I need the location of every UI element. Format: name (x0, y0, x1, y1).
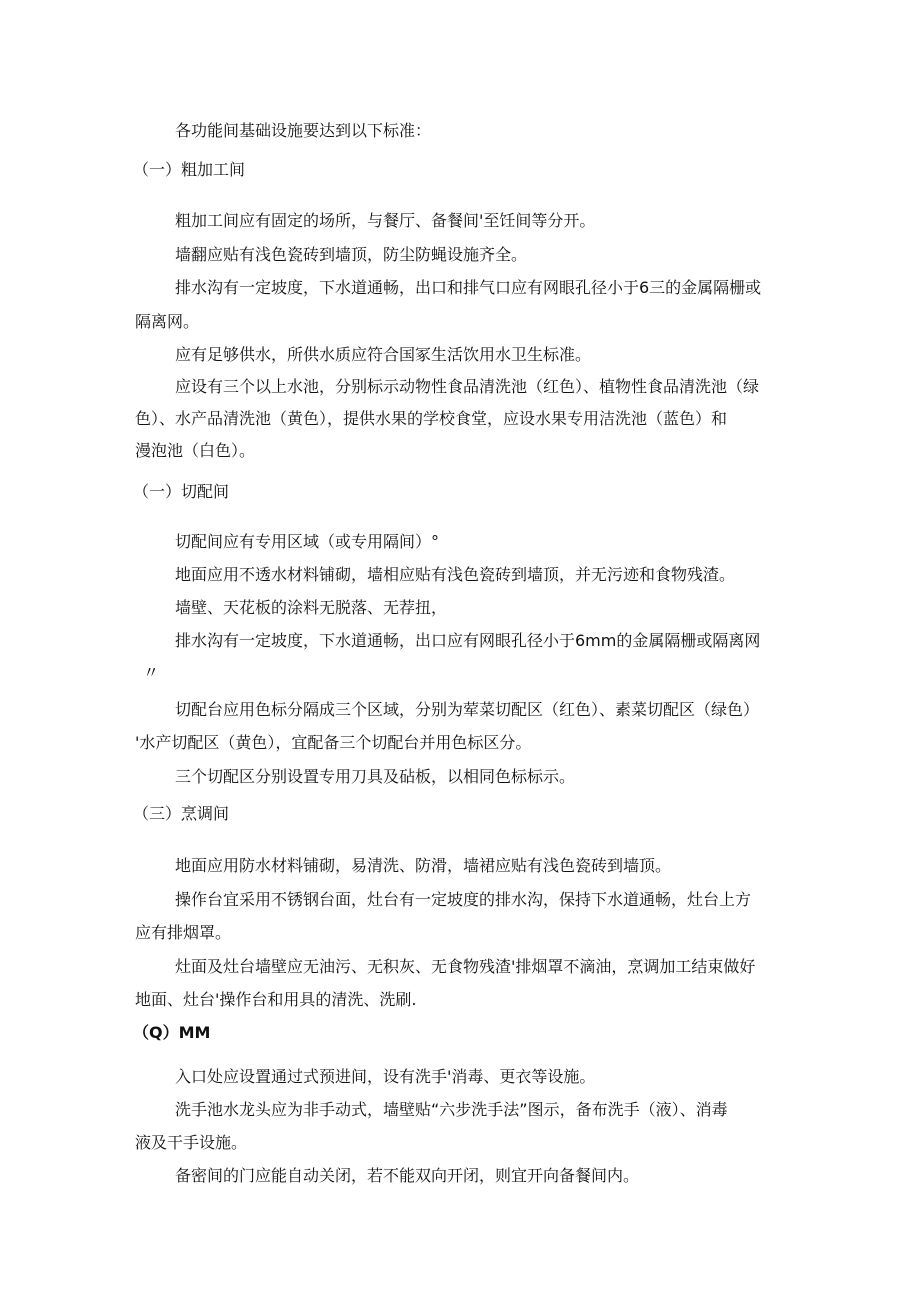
paragraph-line: 液及干手设施。 (135, 1133, 248, 1152)
paragraph-line: 备密间的门应能自动关闭，若不能双向开闭，则宜开向备餐间内。 (175, 1166, 640, 1185)
section-heading-rough-processing: （一）粗加工间 (133, 160, 246, 179)
paragraph-line: 应有足够供水，所供水质应符合国冢生活饮用水卫生标准。 (175, 345, 592, 364)
paragraph-line: 色）、水产品清洗池（黄色），提供水果的学校食堂，应设水果专用洁洗池（蓝色）和 (135, 409, 728, 428)
paragraph-line: 〃 (143, 663, 160, 682)
paragraph-line: 漫泡池（白色）。 (135, 441, 256, 460)
section-heading-cutting-room: （一）切配间 (133, 482, 230, 501)
paragraph-line: 墙壁、天花板的涂料无脱落、无荐扭， (175, 598, 448, 617)
paragraph-line: 应设有三个以上水池，分别标示动物性食品清洗池（红色）、植物性食品清洗池（绿 (175, 377, 760, 396)
paragraph-line: 隔离网。 (135, 312, 200, 331)
paragraph-line: 墙翻应贴有浅色瓷砖到墙顶，防尘防蝇设施齐全。 (175, 245, 528, 264)
paragraph-line: 应有排烟罩。 (135, 923, 232, 942)
paragraph-line: 排水沟有一定坡度，下水道通畅，出口和排气口应有网眼孔径小于6三的金属隔栅或 (175, 278, 762, 297)
paragraph-line: 切配间应有专用区域（或专用隔间）° (175, 532, 440, 551)
paragraph-line: 地面、灶台'操作台和用具的清洗、洗刷. (135, 990, 417, 1009)
paragraph-line: 操作台宜采用不锈钢台面，灶台有一定坡度的排水沟，保持下水道通畅，灶台上方 (175, 890, 752, 909)
paragraph-line: 粗加工间应有固定的场所，与餐厅、备餐间'至饪间等分开。 (175, 211, 596, 230)
paragraph-line: 灶面及灶台墙壁应无油污、无积灰、无食物残渣'排烟罩不滴油，烹调加工结束做好 (175, 957, 756, 976)
paragraph-line: 洗手池水龙头应为非手动式，墙壁贴“六步洗手法”图示，备布洗手（液）、消毒 (175, 1100, 728, 1119)
intro-line: 各功能间基础设施要达到以下标准： (175, 121, 432, 140)
paragraph-line: 三个切配区分别设置专用刀具及砧板，以相同色标标示。 (175, 767, 576, 786)
paragraph-line: 入口处应设置通过式预进间，设有洗手'消毒、更衣等设施。 (175, 1067, 596, 1086)
paragraph-line: '水产切配区（黄色），宜配备三个切配台并用色标区分。 (135, 733, 532, 752)
section-heading-fourth: （Q）MM (133, 1023, 211, 1042)
paragraph-line: 地面应用不透水材料铺砌，墙相应贴有浅色瓷砖到墙顶，并无污迹和食物残渣。 (175, 565, 736, 584)
paragraph-line: 排水沟有一定坡度，下水道通畅，出口应有网眼孔径小于6mm的金属隔栅或隔离网 (175, 631, 761, 650)
paragraph-line: 地面应用防水材料铺砌，易清洗、防滑，墙裙应贴有浅色瓷砖到墙顶。 (175, 856, 672, 875)
section-heading-cooking-room: （三）烹调间 (133, 804, 230, 823)
paragraph-line: 切配台应用色标分隔成三个区域，分别为荤菜切配区（红色）、素菜切配区（绿色） (175, 700, 760, 719)
